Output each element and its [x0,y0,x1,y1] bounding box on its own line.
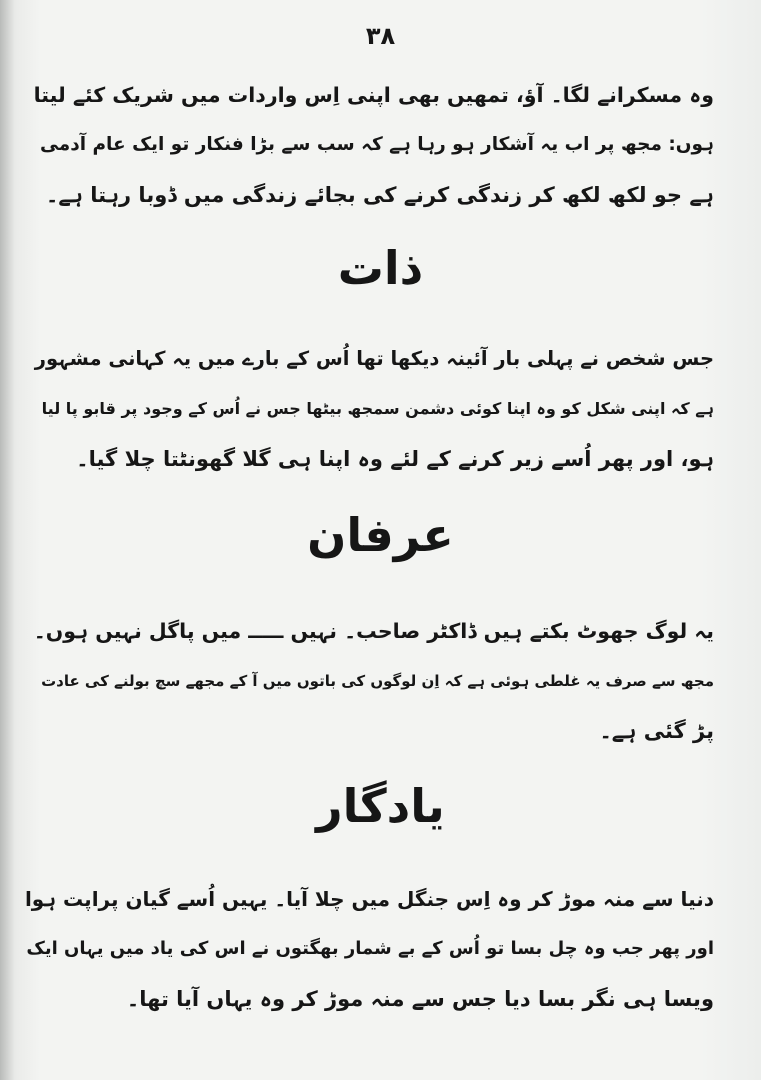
text-line: ویسا ہی نگر بسا دیا جس سے منہ موڑ کر وہ یہاں آیا تھا۔ [126,987,714,1011]
text-line: مجھ سے صرف یہ غلطی ہوئی ہے کہ اِن لوگوں کی باتوں میں آ کے مجھے سچ بولنے کی عادت [41,672,714,690]
page-number: ۳۸ [365,22,396,50]
text-line: ہوں: مجھ پر اب یہ آشکار ہو رہا ہے کہ سب سے بڑا فنکار تو ایک عام آدمی [40,134,714,155]
paragraph-zaat [24,334,714,484]
text-line: ہو، اور پھر اُسے زیر کرنے کے لئے وہ اپنا ہی گلا گھونٹتا چلا گیا۔ [76,447,714,471]
intro-paragraph [24,70,714,220]
text-line: جس شخص نے پہلی بار آئینہ دیکھا تھا اُس کے بارے میں یہ کہانی مشہور [34,347,714,370]
text-line: وہ مسکرانے لگا۔ آؤ، تمھیں بھی اپنی اِس واردات میں شریک کئے لیتا [33,83,714,107]
section-heading-zaat: ذات [337,241,424,295]
text-line: پڑ گئی ہے۔ [599,719,714,743]
section-heading-yadgar: یادگار [316,779,445,833]
paragraph-irfan [24,606,714,756]
text-line: ہے کہ اپنی شکل کو وہ اپنا کوئی دشمن سمجھ بیٹھا جس نے اُس کے وجود پر قابو پا لیا [41,399,714,418]
text-line: ہے جو لکھ لکھ کر زندگی کرنے کی بجائے زندگی میں ڈوبا رہتا ہے۔ [46,183,714,207]
text-line: اور پھر جب وہ چل بسا تو اُس کے بے شمار بھگتوں نے اس کی یاد میں یہاں ایک [26,938,714,959]
text-line: یہ لوگ جھوٹ بکتے ہیں ڈاکٹر صاحب۔ نہیں ـــــ میں پاگل نہیں ہوں۔ [33,619,714,643]
section-heading-irfan: عرفان [307,508,454,562]
paragraph-yadgar [24,874,714,1024]
text-line: دنیا سے منہ موڑ کر وہ اِس جنگل میں چلا آیا۔ یہیں اُسے گیان پراپت ہوا [24,887,714,911]
